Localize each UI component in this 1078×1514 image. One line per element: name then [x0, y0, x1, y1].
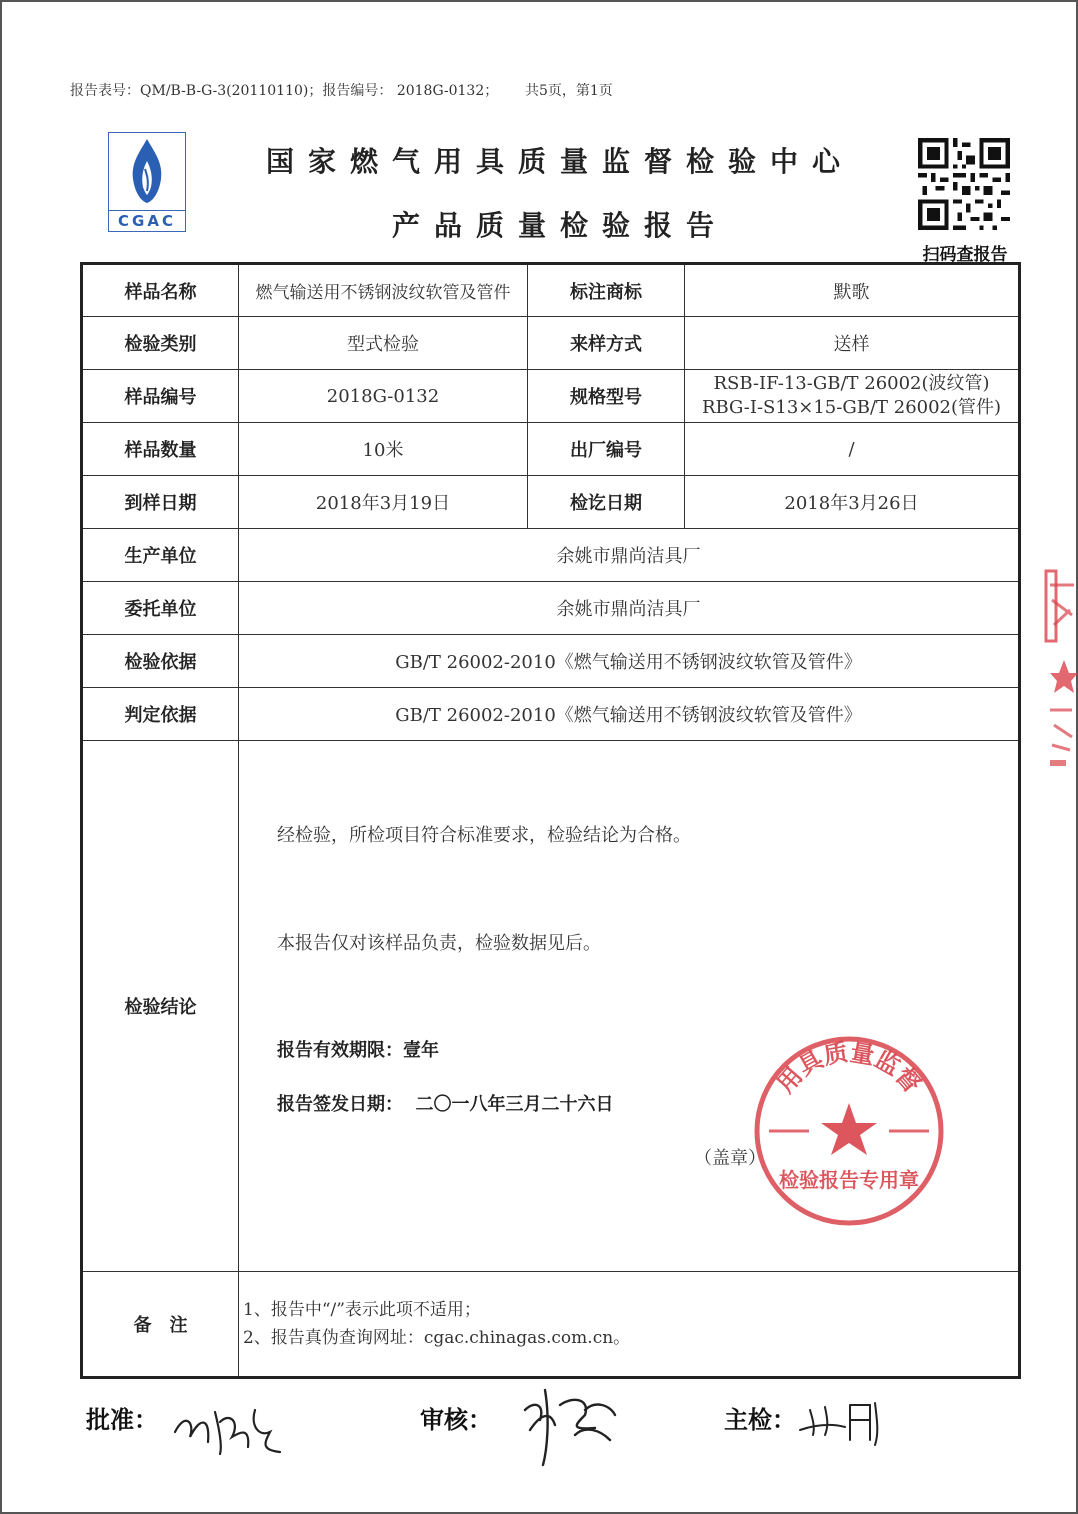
remark-1: 1、报告中“/”表示此项不适用；: [243, 1300, 481, 1320]
approve-label: 批准：: [86, 1406, 158, 1434]
qr-label: 扫码查报告: [922, 245, 1008, 265]
row-client: [82, 582, 1020, 635]
conclusion-line-2: 本报告仅对该样品负责，检验数据见后。: [277, 933, 601, 954]
review-label: 审核：: [420, 1406, 492, 1434]
row-basis: [82, 635, 1020, 688]
spec-line-2: RBG-Ⅰ-S13×15-GB/T 26002(管件): [701, 397, 1002, 418]
sampling-method-value: 送样: [685, 317, 1020, 370]
spec-line-1: RSB-ⅠF-13-GB/T 26002(波纹管): [713, 373, 990, 394]
remarks-label: 备 注: [82, 1272, 239, 1378]
sample-no-value: 2018G-0132: [239, 370, 528, 423]
inspector-signature-icon: [795, 1395, 885, 1450]
arrival-date-label: 到样日期: [82, 476, 239, 529]
edge-stamp-fragment-icon: [1044, 565, 1078, 775]
report-table: [80, 262, 1021, 1379]
svg-text:用具质量监督: 用具质量监督: [771, 1038, 927, 1099]
report-header-line: 报告表号：QM/B-B-G-3(20110110)；报告编号： 2018G-0132； 共5页，第1页: [70, 83, 613, 99]
conclusion-line-1: 经检验，所检项目符合标准要求，检验结论为合格。: [277, 825, 691, 846]
center-title: 国家燃气用具质量监督检验中心: [265, 145, 854, 178]
conclusion-cell: [239, 741, 1020, 1272]
trademark-label: 标注商标: [528, 264, 685, 317]
row-producer: [82, 529, 1020, 582]
inspector-label: 主检：: [724, 1406, 796, 1434]
factory-no-value: /: [685, 423, 1020, 476]
seal-bottom-text: 检验报告专用章: [779, 1168, 919, 1192]
flame-icon: [109, 133, 185, 211]
completion-date-label: 检讫日期: [528, 476, 685, 529]
client-value: 余姚市鼎尚洁具厂: [239, 582, 1020, 635]
row-quantity: [82, 423, 1020, 476]
inspection-type-label: 检验类别: [82, 317, 239, 370]
remark-2: 2、报告真伪查询网址：cgac.chinagas.com.cn。: [243, 1328, 631, 1348]
producer-label: 生产单位: [82, 529, 239, 582]
sampling-method-label: 来样方式: [528, 317, 685, 370]
official-seal-icon: [749, 1031, 949, 1231]
logo-text: CGAC: [109, 210, 185, 231]
spec-label: 规格型号: [528, 370, 685, 423]
cgac-logo: [108, 132, 186, 232]
row-conclusion: [82, 741, 1020, 1272]
quantity-value: 10米: [239, 423, 528, 476]
producer-value: 余姚市鼎尚洁具厂: [239, 529, 1020, 582]
qr-code-icon[interactable]: [918, 138, 1010, 230]
inspection-type-value: 型式检验: [239, 317, 528, 370]
row-sample-name: [82, 264, 1020, 317]
approver-signature-icon: [170, 1392, 290, 1462]
sample-name-label: 样品名称: [82, 264, 239, 317]
basis-label: 检验依据: [82, 635, 239, 688]
factory-no-label: 出厂编号: [528, 423, 685, 476]
row-judgement: [82, 688, 1020, 741]
row-remarks: [82, 1272, 1020, 1378]
judgement-label: 判定依据: [82, 688, 239, 741]
completion-date-value: 2018年3月26日: [685, 476, 1020, 529]
arrival-date-value: 2018年3月19日: [239, 476, 528, 529]
issue-date: 报告签发日期： 二〇一八年三月二十六日: [277, 1094, 614, 1115]
trademark-value: 默歌: [685, 264, 1020, 317]
reviewer-signature-icon: [515, 1380, 630, 1470]
row-sample-no: [82, 370, 1020, 423]
judgement-value: GB/T 26002-2010《燃气输送用不锈钢波纹软管及管件》: [239, 688, 1020, 741]
client-label: 委托单位: [82, 582, 239, 635]
quantity-label: 样品数量: [82, 423, 239, 476]
spec-value: [685, 370, 1020, 423]
remarks-cell: [239, 1272, 1020, 1378]
row-inspection-type: [82, 317, 1020, 370]
sample-name-value: 燃气输送用不锈钢波纹软管及管件: [239, 264, 528, 317]
conclusion-label: 检验结论: [82, 741, 239, 1272]
row-dates: [82, 476, 1020, 529]
seal-label: （盖章）: [694, 1148, 766, 1169]
sample-no-label: 样品编号: [82, 370, 239, 423]
validity-period: 报告有效期限：壹年: [277, 1040, 439, 1061]
basis-value: GB/T 26002-2010《燃气输送用不锈钢波纹软管及管件》: [239, 635, 1020, 688]
report-title: 产品质量检验报告: [391, 209, 728, 242]
